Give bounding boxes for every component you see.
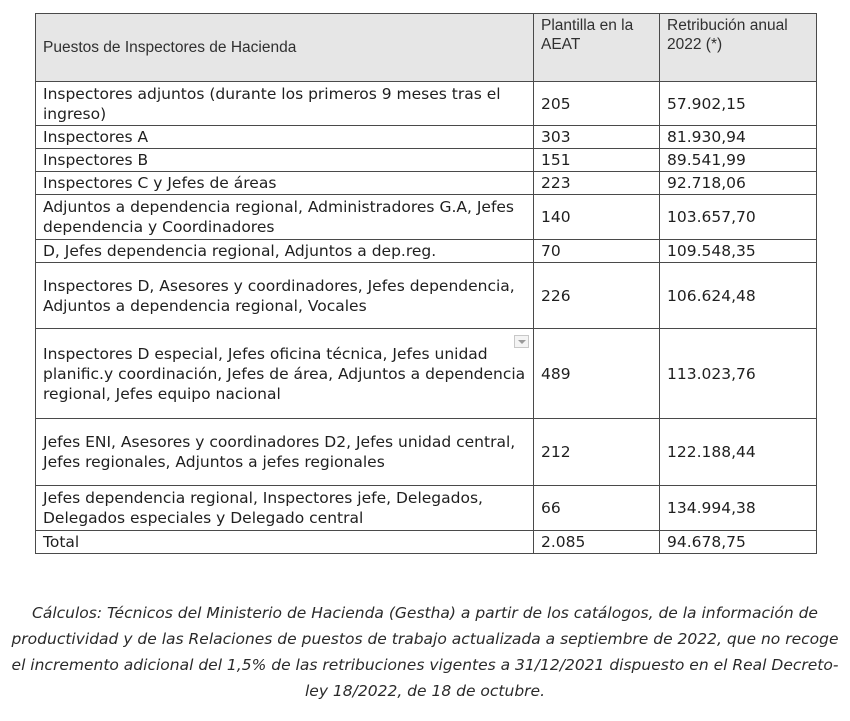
table-row (36, 240, 817, 263)
header-plantilla: Plantilla en la AEAT (534, 14, 660, 82)
table-row (36, 486, 817, 531)
cell-puesto: Adjuntos a dependencia regional, Administradores G.A, Jefes dependencia y Coordinadores (36, 195, 534, 240)
cell-puesto (36, 329, 534, 419)
cell-retribucion: 109.548,35 (660, 240, 817, 263)
source-caption: Cálculos: Técnicos del Ministerio de Hacienda (Gestha) a partir de los catálogos, de la información de productividad y de las Relaciones de puestos de trabajo actualizada a septiembre de 2022, que no recoge el incremento adicional del 1,5% de las retribuciones vigentes a 31/12/2021 dispuesto en el Real Decreto-ley 18/2022, de 18 de octubre. (11, 604, 839, 700)
cell-puesto-text: Inspectores D especial, Jefes oficina técnica, Jefes unidad planific.y coordinación, Jefes de área, Adjuntos a dependencia regional, Jefes equipo nacional (43, 344, 526, 403)
cell-puesto: Jefes ENI, Asesores y coordinadores D2, Jefes unidad central, Jefes regionales, Adjuntos a jefes regionales (36, 419, 534, 486)
cell-retribucion: 103.657,70 (660, 195, 817, 240)
header-retribucion: Retribución anual 2022 (*) (660, 14, 817, 82)
salary-table (35, 13, 817, 554)
cell-puesto: Jefes dependencia regional, Inspectores jefe, Delegados, Delegados especiales y Delegado central (36, 486, 534, 531)
cell-plantilla: 151 (534, 149, 660, 172)
cell-plantilla: 140 (534, 195, 660, 240)
cell-retribucion: 122.188,44 (660, 419, 817, 486)
cell-plantilla: 66 (534, 486, 660, 531)
cell-plantilla: 70 (534, 240, 660, 263)
cell-plantilla: 226 (534, 263, 660, 329)
table-total-row (36, 531, 817, 554)
cell-puesto: Inspectores A (36, 126, 534, 149)
cell-puesto: D, Jefes dependencia regional, Adjuntos a dep.reg. (36, 240, 534, 263)
cell-puesto: Inspectores D, Asesores y coordinadores, Jefes dependencia, Adjuntos a dependencia regional, Vocales (36, 263, 534, 329)
table-row (36, 263, 817, 329)
table-row (36, 195, 817, 240)
cell-plantilla: 205 (534, 82, 660, 126)
table-row (36, 172, 817, 195)
table-row (36, 126, 817, 149)
table-row (36, 82, 817, 126)
cell-puesto: Inspectores B (36, 149, 534, 172)
cell-retribucion: 113.023,76 (660, 329, 817, 419)
cell-plantilla: 212 (534, 419, 660, 486)
table-row (36, 149, 817, 172)
header-puestos: Puestos de Inspectores de Hacienda (36, 14, 534, 82)
table-row (36, 329, 817, 419)
cell-puesto: Inspectores C y Jefes de áreas (36, 172, 534, 195)
cell-plantilla: 489 (534, 329, 660, 419)
cell-plantilla: 223 (534, 172, 660, 195)
cell-retribucion: 57.902,15 (660, 82, 817, 126)
cell-plantilla: 303 (534, 126, 660, 149)
table-header-row (36, 14, 817, 82)
cell-retribucion: 134.994,38 (660, 486, 817, 531)
cell-total-label: Total (36, 531, 534, 554)
cell-retribucion: 89.541,99 (660, 149, 817, 172)
cell-retribucion: 106.624,48 (660, 263, 817, 329)
cell-total-retribucion: 94.678,75 (660, 531, 817, 554)
cell-retribucion: 92.718,06 (660, 172, 817, 195)
dropdown-arrow-icon[interactable] (514, 335, 529, 348)
cell-retribucion: 81.930,94 (660, 126, 817, 149)
table-row (36, 419, 817, 486)
cell-total-plantilla: 2.085 (534, 531, 660, 554)
cell-puesto: Inspectores adjuntos (durante los primeros 9 meses tras el ingreso) (36, 82, 534, 126)
